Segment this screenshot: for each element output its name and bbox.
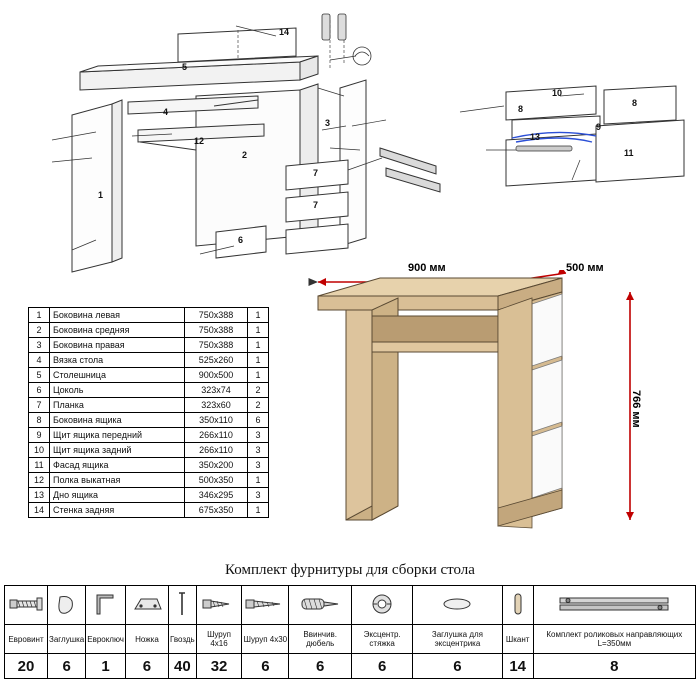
part-name: Полка выкатная [50, 473, 185, 488]
part-qty: 2 [248, 398, 269, 413]
part-name: Боковина ящика [50, 413, 185, 428]
part-name: Боковина средняя [50, 323, 185, 338]
part-size: 900x500 [185, 368, 248, 383]
exploded-label-14: 14 [279, 27, 290, 37]
part-number: 7 [29, 398, 50, 413]
part-size: 350x110 [185, 413, 248, 428]
screw-4x30-icon [242, 586, 289, 625]
hardware-qty: 6 [48, 654, 86, 679]
allen-key-icon [86, 586, 126, 625]
part-size: 323x74 [185, 383, 248, 398]
part-size: 500x350 [185, 473, 248, 488]
hardware-name: Шуруп 4х16 [196, 625, 242, 654]
parts-table-body [29, 308, 269, 518]
part-qty: 1 [248, 503, 269, 518]
hardware-qty-row [5, 654, 696, 679]
part-size: 350x200 [185, 458, 248, 473]
exploded-label-8b: 8 [632, 98, 638, 108]
part-number: 9 [29, 428, 50, 443]
part-qty: 1 [248, 353, 269, 368]
part-qty: 1 [248, 473, 269, 488]
part-qty: 1 [248, 308, 269, 323]
part-name: Щит ящика передний [50, 428, 185, 443]
part-number: 12 [29, 473, 50, 488]
part-size: 346x295 [185, 488, 248, 503]
depth-dimension-label: 500 мм [566, 262, 604, 274]
width-dimension-label: 900 мм [408, 262, 446, 274]
part-number: 3 [29, 338, 50, 353]
hardware-qty: 6 [413, 654, 502, 679]
part-size: 525x260 [185, 353, 248, 368]
cam-cover-icon [413, 586, 502, 625]
hardware-name: Шуруп 4х30 [242, 625, 289, 654]
part-name: Дно ящика [50, 488, 185, 503]
exploded-label-12: 12 [194, 136, 205, 146]
table-row [29, 398, 269, 413]
wooden-dowel-icon [502, 586, 533, 625]
table-row [29, 428, 269, 443]
exploded-label-3: 3 [325, 118, 331, 128]
exploded-label-13: 13 [530, 132, 541, 142]
part-qty: 1 [248, 323, 269, 338]
part-number: 13 [29, 488, 50, 503]
exploded-label-4: 4 [163, 107, 169, 117]
part-name: Щит ящика задний [50, 443, 185, 458]
hardware-name: Комплект роликовых направляющих L=350мм [533, 625, 695, 654]
part-size: 675x350 [185, 503, 248, 518]
hardware-name: Заглушка [48, 625, 86, 654]
part-size: 750x388 [185, 323, 248, 338]
part-size: 323x60 [185, 398, 248, 413]
exploded-label-11: 11 [624, 148, 634, 158]
part-qty: 3 [248, 443, 269, 458]
cap-icon [48, 586, 86, 625]
table-row [29, 323, 269, 338]
exploded-label-5: 5 [182, 62, 188, 72]
part-size: 266x110 [185, 443, 248, 458]
part-size: 750x388 [185, 308, 248, 323]
exploded-label-9: 9 [596, 122, 602, 132]
parts-table [28, 307, 269, 518]
exploded-assembly-diagram [0, 0, 700, 280]
part-qty: 6 [248, 413, 269, 428]
cam-lock-icon [352, 586, 413, 625]
desk-render-svg [300, 270, 670, 555]
table-row [29, 503, 269, 518]
table-row [29, 368, 269, 383]
part-qty: 1 [248, 368, 269, 383]
part-number: 8 [29, 413, 50, 428]
part-qty: 3 [248, 458, 269, 473]
exploded-label-8a: 8 [518, 104, 524, 114]
table-row [29, 413, 269, 428]
table-row [29, 488, 269, 503]
hardware-name: Евровинт [5, 625, 48, 654]
hardware-qty: 6 [242, 654, 289, 679]
part-name: Фасад ящика [50, 458, 185, 473]
part-name: Планка [50, 398, 185, 413]
hardware-name: Евроключ [86, 625, 126, 654]
nail-icon [168, 586, 196, 625]
hardware-section-title: Комплект фурнитуры для сборки стола [225, 562, 475, 578]
part-name: Столешница [50, 368, 185, 383]
table-row [29, 473, 269, 488]
hardware-name: Ножка [125, 625, 168, 654]
part-name: Вязка стола [50, 353, 185, 368]
part-qty: 2 [248, 383, 269, 398]
height-dimension-label: 766 мм [630, 390, 642, 428]
table-row [29, 443, 269, 458]
desk-render [300, 262, 670, 555]
part-name: Боковина левая [50, 308, 185, 323]
hardware-qty: 8 [533, 654, 695, 679]
part-number: 11 [29, 458, 50, 473]
hardware-qty: 20 [5, 654, 48, 679]
dowel-screw-icon [289, 586, 352, 625]
hardware-qty: 6 [289, 654, 352, 679]
hardware-qty: 1 [86, 654, 126, 679]
part-size: 750x388 [185, 338, 248, 353]
hardware-qty: 32 [196, 654, 242, 679]
hardware-name: Заглушка для эксцентрика [413, 625, 502, 654]
part-number: 6 [29, 383, 50, 398]
hardware-name: Эксцентр. стяжка [352, 625, 413, 654]
exploded-label-2: 2 [242, 150, 248, 160]
part-number: 2 [29, 323, 50, 338]
drawer-slide-icon [533, 586, 695, 625]
part-number: 14 [29, 503, 50, 518]
part-name: Цоколь [50, 383, 185, 398]
euro-screw-icon [5, 586, 48, 625]
exploded-label-1: 1 [98, 190, 104, 200]
part-qty: 3 [248, 488, 269, 503]
part-number: 5 [29, 368, 50, 383]
hardware-name: Гвоздь [168, 625, 196, 654]
hardware-name: Ввинчив. дюбель [289, 625, 352, 654]
part-qty: 1 [248, 338, 269, 353]
part-number: 4 [29, 353, 50, 368]
exploded-label-7b: 7 [313, 200, 319, 210]
exploded-label-10: 10 [552, 88, 563, 98]
exploded-label-6: 6 [238, 235, 244, 245]
table-row [29, 383, 269, 398]
hardware-name: Шкант [502, 625, 533, 654]
part-name: Стенка задняя [50, 503, 185, 518]
part-number: 10 [29, 443, 50, 458]
hardware-qty: 14 [502, 654, 533, 679]
table-row [29, 458, 269, 473]
hardware-qty: 6 [352, 654, 413, 679]
part-number: 1 [29, 308, 50, 323]
part-qty: 3 [248, 428, 269, 443]
hardware-name-row [5, 625, 696, 654]
hardware-icon-row [5, 586, 696, 625]
exploded-diagram-svg [0, 0, 700, 285]
hardware-qty: 6 [125, 654, 168, 679]
table-row [29, 353, 269, 368]
screw-4x16-icon [196, 586, 242, 625]
hardware-qty: 40 [168, 654, 196, 679]
table-row [29, 338, 269, 353]
table-row [29, 308, 269, 323]
part-size: 266x110 [185, 428, 248, 443]
exploded-label-7a: 7 [313, 168, 319, 178]
foot-icon [125, 586, 168, 625]
part-name: Боковина правая [50, 338, 185, 353]
hardware-table [4, 585, 696, 679]
